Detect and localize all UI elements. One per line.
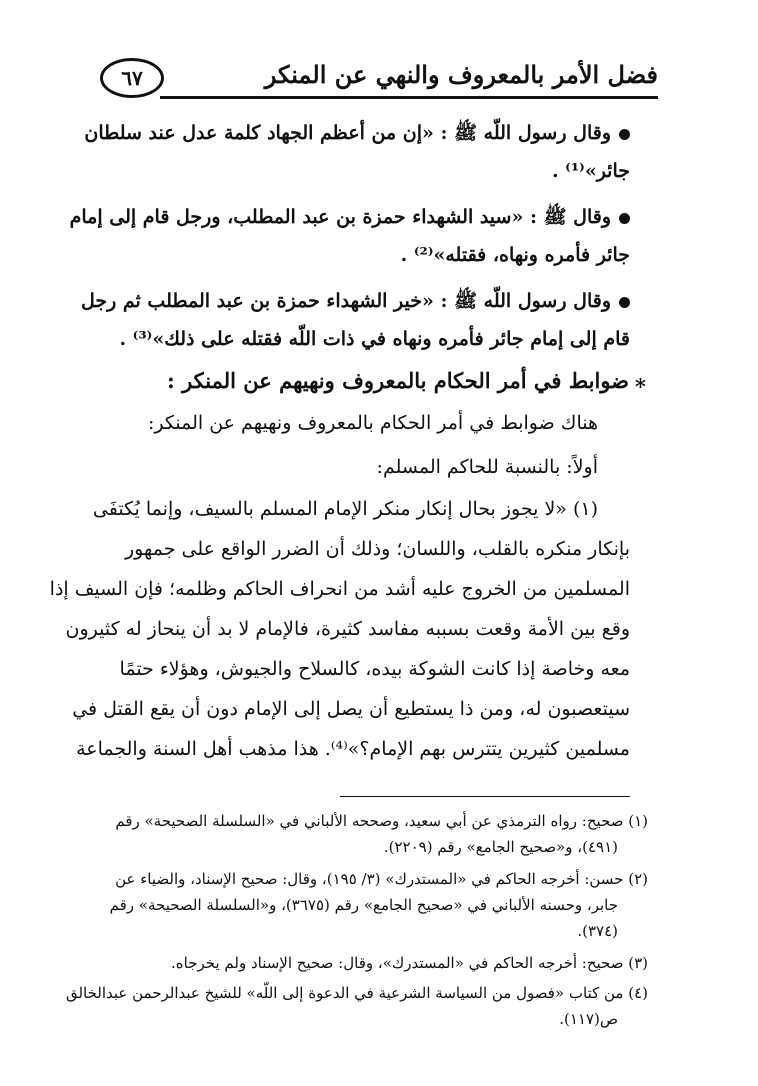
running-title: فضل الأمر بالمعروف والنهي عن المنكر: [264, 60, 658, 89]
footnote-3: (٣) صحيح: أخرجه الحاكم في «المستدرك»، وقال: صحيح الإسناد ولم يخرجاه.: [171, 954, 648, 972]
para-line-5: معه وخاصة إذا كانت الشوكة بيده، كالسلاح والجيوش، وهؤلاء حتمًا: [119, 658, 630, 680]
footnote-2-line-2: جابر، وحسنه الألباني في «صحيح الجامع» رقم (٣٦٧٥)، و«السلسلة الصحيحة» رقم: [109, 896, 618, 914]
para-line-2: بإنكار منكره بالقلب، واللسان؛ وذلك أن الضرر الواقع على جمهور: [124, 538, 630, 560]
hadith-3-line-2: قام إلى إمام جائر فأمره ونهاه في ذات اللّه فقتله على ذلك»⁽³⁾ .: [119, 328, 630, 350]
para-line-4: وقع بين الأمة وقعت بسببه مفاسد كثيرة، فالإمام لا بد أن ينحاز له كثيرون: [65, 618, 630, 640]
footnote-2-line-1: (٢) حسن: أخرجه الحاكم في «المستدرك» (٣/ ١٩٥)، وقال: صحيح الإسناد، والضياء عن: [115, 870, 648, 888]
page-header: [100, 54, 658, 104]
footnote-1-line-1: (١) صحيح: رواه الترمذي عن أبي سعيد، وصححه الألباني في «السلسلة الصحيحة» رقم: [115, 812, 648, 830]
footnote-2-line-3: (٣٧٤).: [577, 922, 618, 940]
hadith-2-line-2: جائر فأمره ونهاه، فقتله»⁽²⁾ .: [400, 244, 630, 266]
page-number: ٦٧: [100, 58, 164, 98]
subheading: أولاً: بالنسبة للحاكم المسلم:: [376, 456, 598, 478]
asterisk-icon: ⁎: [635, 368, 646, 393]
intro-line: هناك ضوابط في أمر الحكام بالمعروف ونهيهم عن المنكر:: [148, 412, 598, 434]
footnote-1-line-2: (٤٩١)، و«صحيح الجامع» رقم (٢٢٠٩).: [383, 838, 618, 856]
para-line-6: سيتعصبون له، ومن ذا يستطيع أن يصل إلى الإمام دون أن يقع القتل في: [72, 698, 630, 720]
footnote-separator: [340, 796, 630, 797]
footnote-4-line-1: (٤) من كتاب «فصول من السياسة الشرعية في الدعوة إلى اللّه» للشيخ عبدالرحمن عبدالخالق: [65, 984, 648, 1002]
hadith-1-line-2: جائر»⁽¹⁾ .: [551, 160, 630, 182]
footnote-4-line-2: ص(١١٧).: [559, 1010, 618, 1028]
section-heading: ⁎ضوابط في أمر الحكام بالمعروف ونهيهم عن المنكر :: [167, 368, 646, 393]
para-line-7: مسلمين كثيرين يتترس بهم الإمام؟»⁽⁴⁾. هذا مذهب أهل السنة والجماعة: [76, 738, 630, 760]
para-line-3: المسلمين من الخروج عليه أشد من انحراف الحاكم وظلمه؛ فإن السيف إذا: [49, 578, 630, 600]
header-rule: [160, 96, 658, 99]
para-line-1: (١) «لا يجوز بحال إنكار منكر الإمام المسلم بالسيف، وإنما يُكتفَى: [92, 498, 598, 520]
bullet-icon: [619, 213, 630, 224]
hadith-3-line-1: وقال رسول اللّه ﷺ : «خير الشهداء حمزة بن عبد المطلب ثم رجل: [110, 286, 630, 316]
hadith-1-line-1: وقال رسول اللّه ﷺ : «إن من أعظم الجهاد كلمة عدل عند سلطان: [110, 118, 630, 148]
bullet-icon: [619, 129, 630, 140]
hadith-2-line-1: وقال ﷺ : «سيد الشهداء حمزة بن عبد المطلب، ورجل قام إلى إمام: [110, 202, 630, 232]
bullet-icon: [619, 297, 630, 308]
